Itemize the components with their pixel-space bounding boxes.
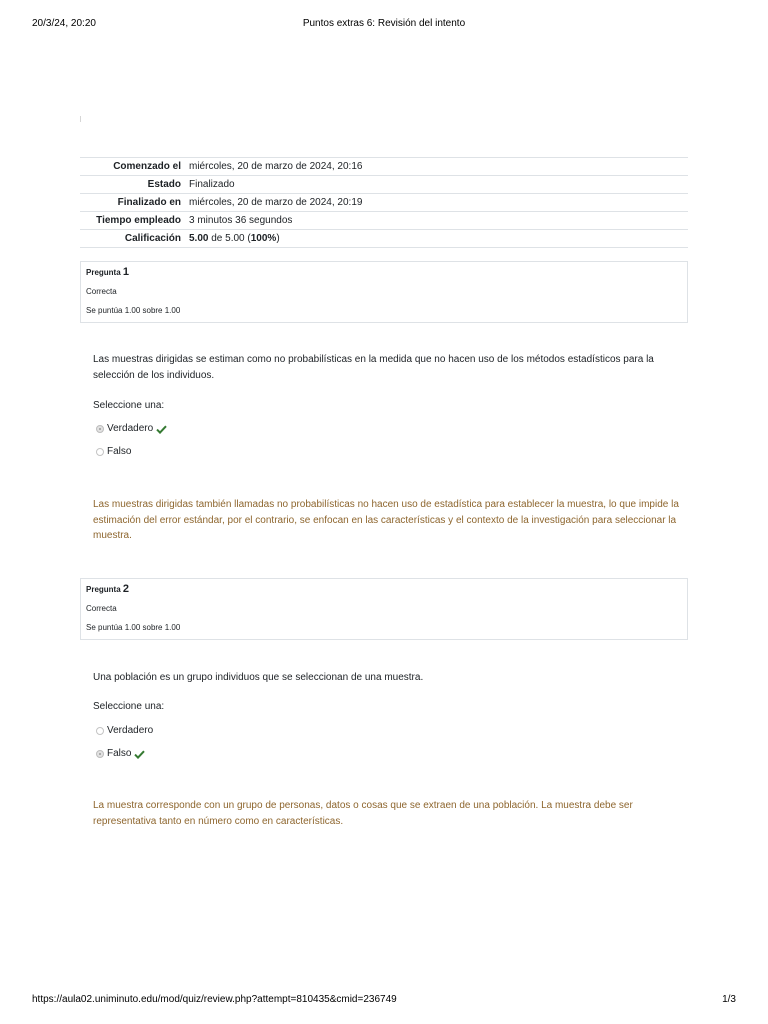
summary-row-state (80, 176, 688, 194)
radio-unselected[interactable] (96, 448, 104, 456)
question-text-1: Las muestras dirigidas se estiman como no probabilísticas en la medida que no hacen uso de los métodos estadísticos para la selección de los individuos. (93, 354, 654, 381)
grade-percent: 100% (250, 233, 277, 244)
question-grade: Se puntúa 1.00 sobre 1.00 (86, 623, 181, 632)
question-prefix: Pregunta (86, 585, 123, 594)
radio-selected[interactable] (96, 425, 104, 433)
answer-label: Verdadero (107, 725, 154, 736)
grade-score: 5.00 (189, 233, 209, 244)
summary-label: Tiempo empleado (96, 215, 181, 226)
check-icon (134, 750, 145, 759)
question-number-value: 2 (122, 583, 130, 595)
summary-value: miércoles, 20 de marzo de 2024, 20:16 (189, 161, 363, 172)
summary-row-completed (80, 194, 688, 212)
summary-label: Comenzado el (113, 161, 181, 172)
page-url: https://aula02.uniminuto.edu/mod/quiz/review.php?attempt=810435&cmid=236749 (32, 994, 397, 1005)
question-info-1 (80, 261, 688, 323)
page-number: 1/3 (722, 994, 736, 1005)
summary-row-grade (80, 230, 688, 248)
general-feedback-2: La muestra corresponde con un grupo de personas, datos o cosas que se extraen de una población. La muestra debe ser representativa tanto en número como en características. (93, 800, 633, 827)
summary-grade-value (187, 230, 688, 248)
radio-unselected[interactable] (96, 727, 104, 735)
page-marker (80, 116, 81, 122)
print-datetime: 20/3/24, 20:20 (32, 18, 96, 29)
summary-label: Estado (147, 179, 181, 190)
question-text-2: Una población es un grupo individuos que se seleccionan de una muestra. (93, 672, 424, 683)
question-grade: Se puntúa 1.00 sobre 1.00 (86, 306, 181, 315)
print-page-title: Puntos extras 6: Revisión del intento (302, 18, 466, 29)
answer-label: Falso (107, 748, 132, 759)
summary-value: miércoles, 20 de marzo de 2024, 20:19 (189, 197, 363, 208)
question-state: Correcta (86, 604, 117, 613)
question-state: Correcta (86, 287, 117, 296)
answer-option-falso[interactable] (96, 445, 131, 459)
grade-of: de 5.00 ( (208, 233, 251, 244)
answer-label: Verdadero (107, 423, 154, 434)
answer-option-verdadero[interactable] (96, 724, 153, 738)
answer-prompt: Seleccione una: (93, 701, 165, 712)
summary-row-started (80, 158, 688, 176)
question-number (86, 266, 129, 278)
summary-value: 3 minutos 36 segundos (189, 215, 293, 226)
summary-label: Calificación (124, 233, 181, 244)
summary-label: Finalizado en (117, 197, 181, 208)
summary-value: Finalizado (189, 179, 235, 190)
check-icon (156, 425, 167, 434)
question-number (86, 583, 129, 595)
question-info-2 (80, 578, 688, 640)
question-number-value: 1 (122, 266, 130, 278)
answer-prompt: Seleccione una: (93, 400, 165, 411)
summary-row-time-taken (80, 212, 688, 230)
general-feedback-1: Las muestras dirigidas también llamadas no probabilísticas no hacen uso de estadística para establecer la muestra, lo que impide la estimación del error estándar, por el contrario, se enfocan en las características y el contexto de la investigación para seleccionar la muestra. (93, 499, 679, 541)
answer-option-verdadero[interactable] (96, 422, 167, 436)
radio-selected[interactable] (96, 750, 104, 758)
answer-option-falso[interactable] (96, 747, 145, 761)
print-footer (32, 994, 736, 1008)
attempt-summary-table (80, 157, 688, 248)
question-prefix: Pregunta (86, 268, 123, 277)
grade-close: ) (276, 233, 280, 244)
answer-label: Falso (107, 446, 132, 457)
print-header (32, 18, 736, 32)
